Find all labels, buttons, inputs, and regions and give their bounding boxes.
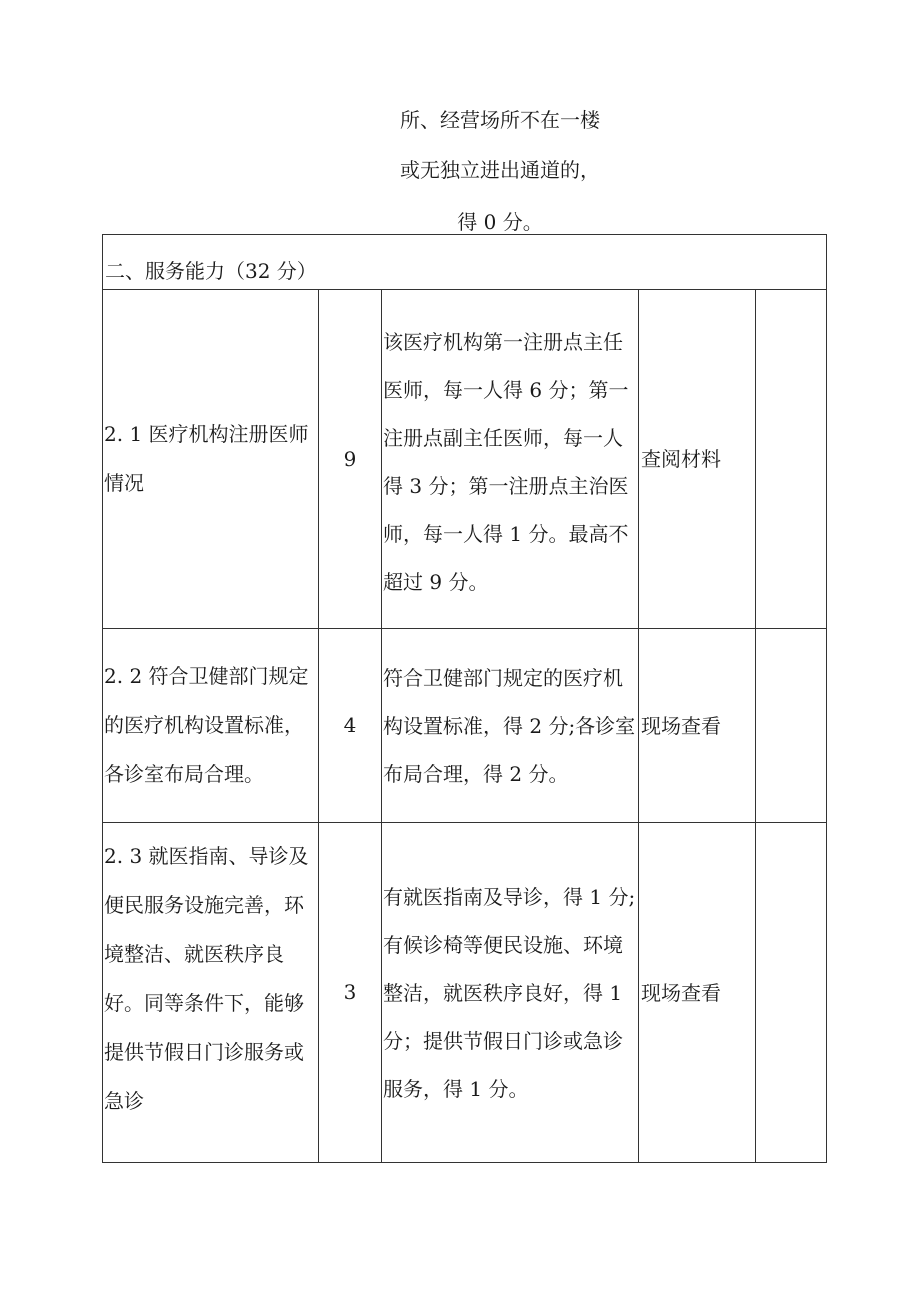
method-cell: 现场查看 [639, 823, 756, 1163]
section-header-row [103, 235, 827, 290]
score-cell: 4 [319, 629, 382, 823]
item-cell: 2. 3 就医指南、导诊及便民服务设施完善，环境整洁、就医秩序良好。同等条件下，能够提供节假日门诊服务或急诊 [103, 823, 319, 1163]
item-cell: 2. 2 符合卫健部门规定的医疗机构设置标准，各诊室布局合理。 [103, 629, 319, 823]
table-row [103, 290, 827, 629]
method-cell: 查阅材料 [639, 290, 756, 629]
score-cell: 9 [319, 290, 382, 629]
carryover-line-2: 或无独立进出通道的， [400, 158, 600, 182]
standard-cell: 有就医指南及导诊，得 1 分;有候诊椅等便民设施、环境整洁，就医秩序良好，得 1 分；提供节假日门诊或急诊服务，得 1 分。 [382, 823, 639, 1163]
standard-cell: 符合卫健部门规定的医疗机构设置标准，得 2 分;各诊室布局合理，得 2 分。 [382, 629, 639, 823]
carryover-line-1: 所、经营场所不在一楼 [400, 108, 600, 132]
table-row [103, 629, 827, 823]
method-cell: 现场查看 [639, 629, 756, 823]
table-row [103, 823, 827, 1163]
result-cell [756, 290, 827, 629]
carryover-line-3: 得 0 分。 [457, 210, 543, 234]
result-cell [756, 629, 827, 823]
scoring-table [102, 234, 827, 1163]
section-title: 二、服务能力（32 分） [103, 235, 827, 290]
result-cell [756, 823, 827, 1163]
standard-cell: 该医疗机构第一注册点主任医师，每一人得 6 分；第一注册点副主任医师，每一人得 3 分；第一注册点主治医师，每一人得 1 分。最高不超过 9 分。 [382, 290, 639, 629]
score-cell: 3 [319, 823, 382, 1163]
item-cell: 2. 1 医疗机构注册医师情况 [103, 290, 319, 629]
